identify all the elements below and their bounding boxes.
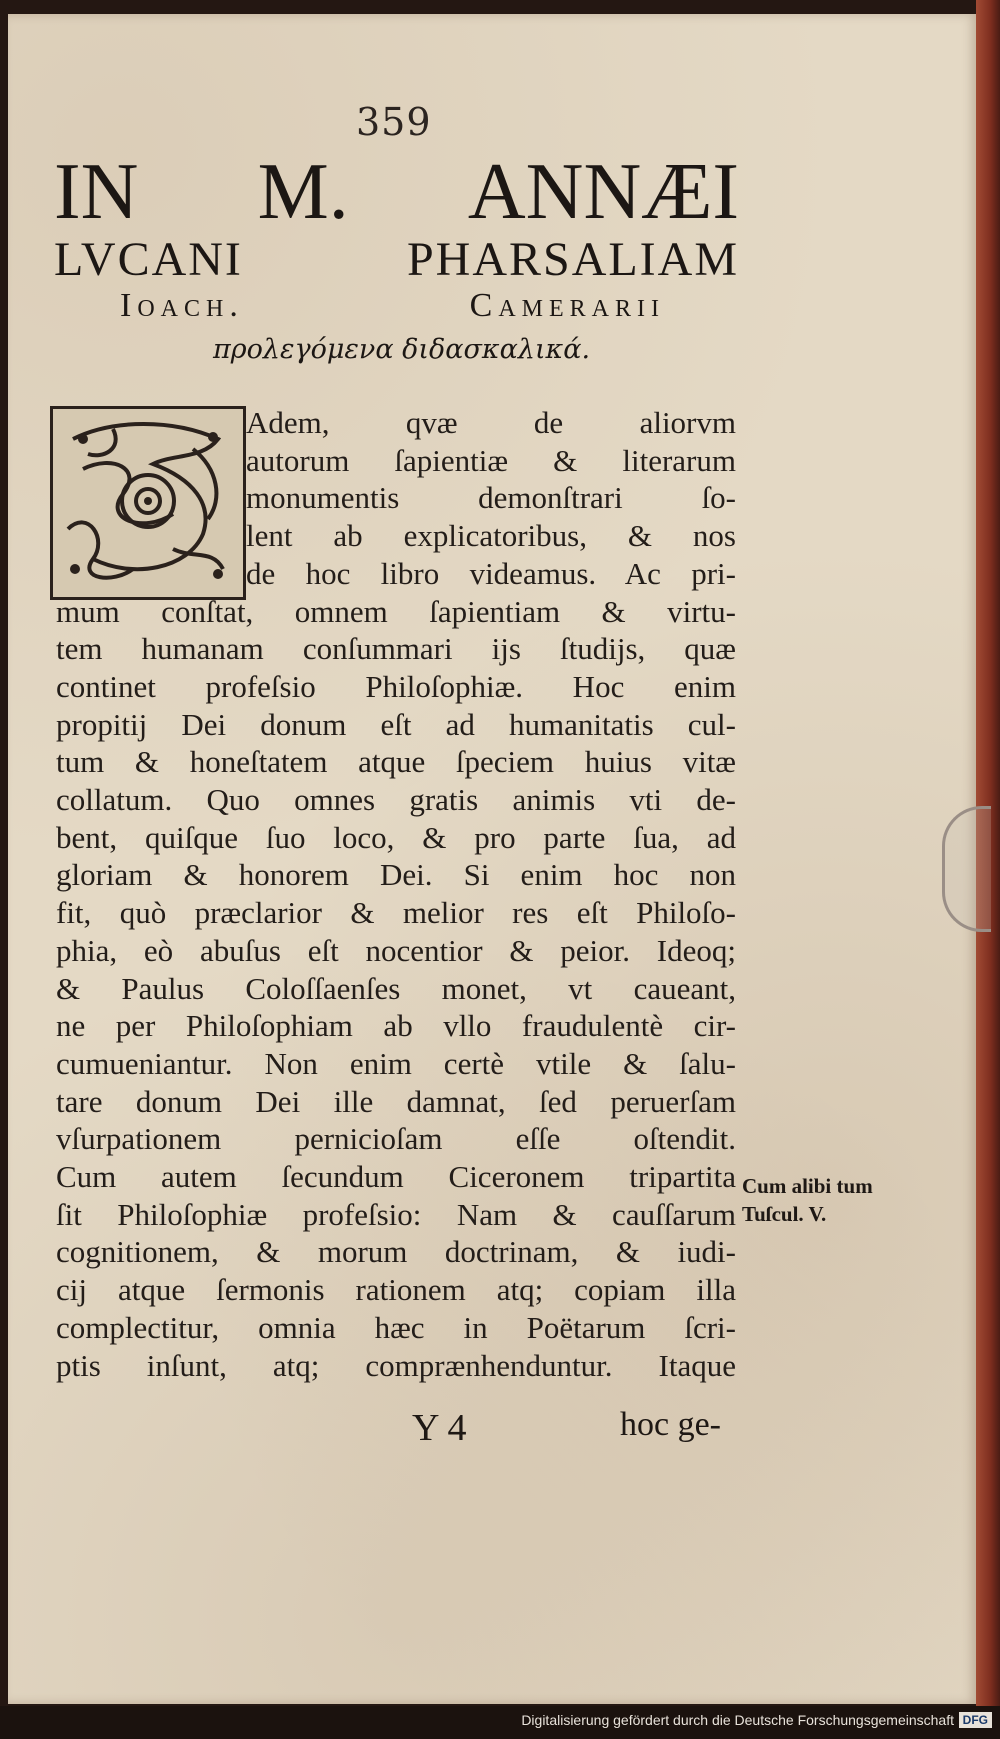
title-line-3 [120, 289, 665, 323]
text-line: cognitionem, & morum doctrinam, & iudi- [56, 1234, 736, 1270]
signature-mark: Y 4 [412, 1407, 467, 1449]
margin-note [742, 1172, 873, 1228]
text-line: complectitur, omnia hæc in Poëtarum ſcri- [56, 1309, 736, 1345]
title-word: Ioach. [120, 287, 244, 324]
book-page [8, 14, 978, 1704]
dfg-logo: DFG [959, 1712, 992, 1728]
title-word: M. [257, 148, 349, 236]
text-line: de hoc libro videamus. Ac pri- [246, 555, 736, 591]
title-word: PHARSALIAM [406, 233, 739, 286]
margin-note-line: Cum alibi tum [742, 1174, 873, 1198]
text-line: cumueniantur. Non enim certè vtile & ſalu- [56, 1045, 736, 1081]
text-line: continet profeſsio Philoſophiæ. Hoc enim [56, 668, 736, 704]
title-line-1 [54, 148, 739, 236]
title-word: IN [54, 148, 139, 236]
text-line: monumentis demonſtrari ſo- [246, 480, 736, 516]
text-line: ſit Philoſophiæ profeſsio: Nam & cauſſarum [56, 1196, 736, 1232]
text-line: bent, quiſque ſuo loco, & pro parte ſua, ad [56, 819, 736, 855]
text-line: ne per Philoſophiam ab vllo fraudulentè cir- [56, 1008, 736, 1044]
text-line: tum & honeſtatem atque ſpeciem huius vitæ [56, 744, 736, 780]
text-line: collatum. Quo omnes gratis animis vti de- [56, 782, 736, 818]
text-line: Cum autem ſecundum Ciceronem tripartita [56, 1159, 736, 1195]
text-line: gloriam & honorem Dei. Si enim hoc non [56, 857, 736, 893]
text-line: fit, quò præclarior & melior res eſt Philoſo- [56, 895, 736, 931]
title-word: LVCANI [54, 233, 243, 286]
body-text [56, 404, 736, 1384]
page-number: 359 [356, 100, 432, 144]
title-word: Camerarii [469, 287, 665, 324]
text-line: autorum ſapientiæ & literarum [246, 442, 736, 478]
text-line: Adem, qvæ de aliorvm [246, 405, 736, 440]
text-line: cij atque ſermonis rationem atq; copiam illa [56, 1272, 736, 1308]
page-clip [942, 806, 991, 932]
funding-credit: Digitalisierung gefördert durch die Deutsche Forschungsgemeinschaft [521, 1712, 954, 1728]
margin-note-line: Tuſcul. V. [742, 1202, 827, 1226]
greek-subtitle: προλεγόμενα διδασκαλικά. [213, 334, 591, 365]
text-line: & Paulus Coloſſaenſes monet, vt caueant, [56, 970, 736, 1006]
catchword: hoc ge- [620, 1406, 722, 1443]
text-line: tare donum Dei ille damnat, ſed peruerſam [56, 1083, 736, 1119]
text-line: ptis inſunt, atq; comprænhenduntur. Itaque [56, 1347, 736, 1383]
title-word: ANNÆI [467, 148, 739, 236]
text-line: propitij Dei donum eſt ad humanitatis cul- [56, 706, 736, 742]
text-line: vſurpationem pernicioſam eſſe oſtendit. [56, 1121, 736, 1157]
text-line: tem humanam conſummari ijs ſtudijs, quæ [56, 631, 736, 667]
text-line: lent ab explicatoribus, & nos [246, 518, 736, 554]
title-line-2 [54, 233, 739, 286]
text-line: mum conſtat, omnem ſapientiam & virtu- [56, 593, 736, 629]
text-line: phia, eò abuſus eſt nocentior & peior. Ideoq; [56, 932, 736, 968]
